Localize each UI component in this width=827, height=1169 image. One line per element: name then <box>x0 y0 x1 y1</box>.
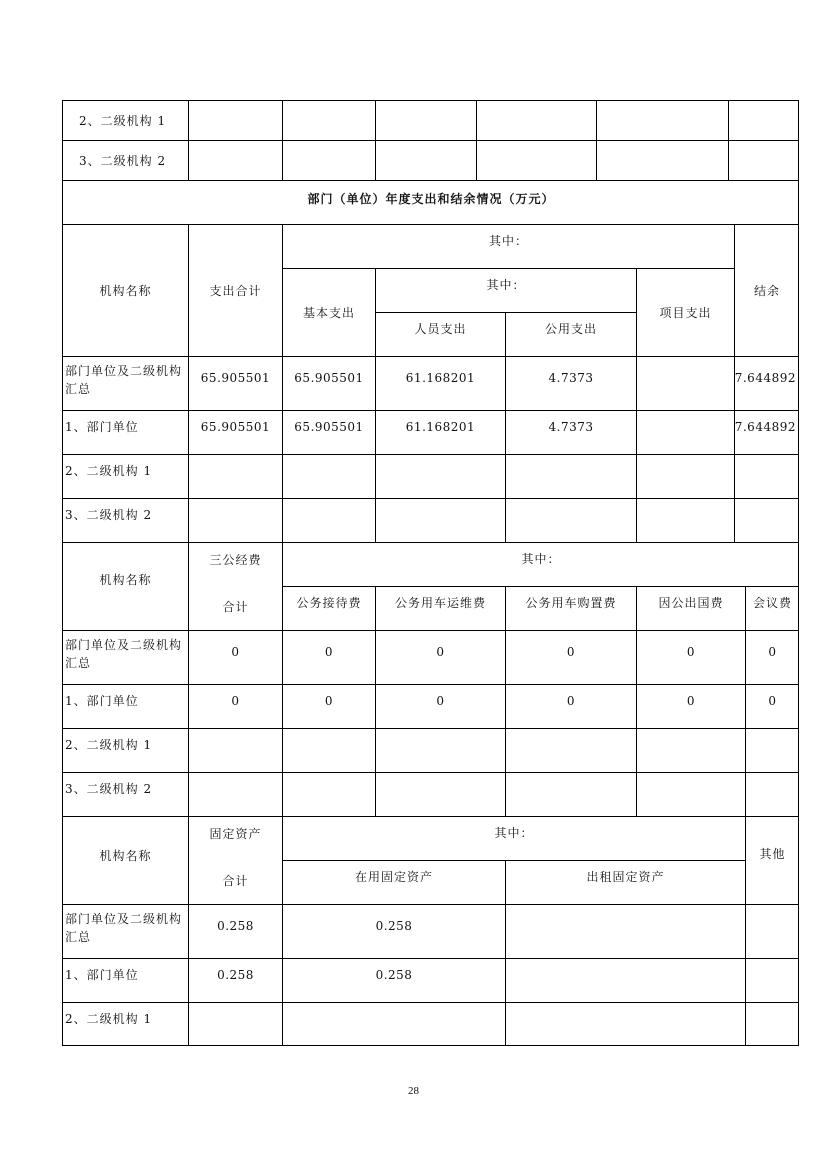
header-fixed-assets-total <box>188 816 282 904</box>
cell-total: 65.905501 <box>188 410 282 454</box>
empty-cell <box>728 100 799 140</box>
empty-cell <box>728 140 799 180</box>
cell-reception <box>282 728 375 772</box>
cell-in-use <box>282 1002 505 1046</box>
empty-cell <box>596 100 728 140</box>
row-label: 3、二级机构 2 <box>62 498 188 542</box>
cell-vehicle-operation <box>375 728 505 772</box>
cell-surplus <box>734 498 799 542</box>
cell-surplus: 7.644892 <box>734 356 799 410</box>
cell-vehicle-operation: 0 <box>375 630 505 684</box>
cell-public <box>505 454 636 498</box>
cell-vehicle-purchase <box>505 772 636 816</box>
header-among: 其中： <box>282 224 734 268</box>
header-reception: 公务接待费 <box>282 586 375 630</box>
cell-abroad <box>636 772 745 816</box>
cell-meeting <box>745 772 799 816</box>
page-number: 28 <box>408 1085 419 1097</box>
header-org-name: 机构名称 <box>62 816 188 904</box>
cell-reception: 0 <box>282 630 375 684</box>
cell-basic: 65.905501 <box>282 356 375 410</box>
cell-personnel: 61.168201 <box>375 410 505 454</box>
cell-project <box>636 498 734 542</box>
cell-in-use: 0.258 <box>282 958 505 1002</box>
cell-total: 65.905501 <box>188 356 282 410</box>
row-label: 2、二级机构 1 <box>62 1002 188 1046</box>
header-abroad: 因公出国费 <box>636 586 745 630</box>
empty-cell <box>188 140 282 180</box>
cell-total: 0.258 <box>188 958 282 1002</box>
cell-reception: 0 <box>282 684 375 728</box>
header-vehicle-operation: 公务用车运维费 <box>375 586 505 630</box>
row-label: 2、二级机构 1 <box>62 454 188 498</box>
cell-total <box>188 728 282 772</box>
cell-in-use: 0.258 <box>282 904 505 958</box>
cell-reception <box>282 772 375 816</box>
cell-total <box>188 1002 282 1046</box>
cell-project <box>636 454 734 498</box>
header-personnel-expenditure: 人员支出 <box>375 312 505 356</box>
cell-surplus: 7.644892 <box>734 410 799 454</box>
header-three-public-line2: 合计 <box>222 600 249 614</box>
cell-vehicle-purchase: 0 <box>505 684 636 728</box>
cell-meeting <box>745 728 799 772</box>
header-three-public-total <box>188 542 282 630</box>
header-three-public-line1: 三公经费 <box>209 553 262 567</box>
header-among-basic: 其中： <box>375 268 636 312</box>
header-fixed-assets-line1: 固定资产 <box>209 827 262 841</box>
empty-cell <box>375 100 476 140</box>
cell-public: 4.7373 <box>505 410 636 454</box>
header-total-expenditure: 支出合计 <box>188 224 282 356</box>
header-in-use-assets: 在用固定资产 <box>282 860 505 904</box>
cell-abroad: 0 <box>636 630 745 684</box>
cell-personnel: 61.168201 <box>375 356 505 410</box>
cell-rented <box>505 904 745 958</box>
empty-cell <box>282 140 375 180</box>
cell-vehicle-operation <box>375 772 505 816</box>
cell-total: 0.258 <box>188 904 282 958</box>
row-label: 1、部门单位 <box>62 410 188 454</box>
header-vehicle-purchase: 公务用车购置费 <box>505 586 636 630</box>
row-label: 2、二级机构 1 <box>62 728 188 772</box>
header-among: 其中： <box>282 542 799 586</box>
header-meeting: 会议费 <box>745 586 799 630</box>
empty-cell <box>282 100 375 140</box>
row-label: 部门单位及二级机构汇总 <box>62 904 188 958</box>
row-label: 1、部门单位 <box>62 684 188 728</box>
cell-other <box>745 958 799 1002</box>
empty-cell <box>476 140 596 180</box>
section-title: 部门（单位）年度支出和结余情况（万元） <box>62 180 799 224</box>
cell-public: 4.7373 <box>505 356 636 410</box>
header-other: 其他 <box>745 816 799 904</box>
row-label: 2、二级机构 1 <box>62 100 188 140</box>
row-label: 部门单位及二级机构汇总 <box>62 356 188 410</box>
empty-cell <box>188 100 282 140</box>
row-label: 3、二级机构 2 <box>62 772 188 816</box>
row-label: 部门单位及二级机构汇总 <box>62 630 188 684</box>
cell-rented <box>505 1002 745 1046</box>
empty-cell <box>476 100 596 140</box>
cell-abroad: 0 <box>636 684 745 728</box>
header-fixed-assets-line2: 合计 <box>222 874 249 888</box>
cell-other <box>745 904 799 958</box>
header-org-name: 机构名称 <box>62 224 188 356</box>
header-basic-expenditure: 基本支出 <box>282 268 375 356</box>
cell-project <box>636 410 734 454</box>
row-label: 1、部门单位 <box>62 958 188 1002</box>
cell-other <box>745 1002 799 1046</box>
cell-vehicle-purchase: 0 <box>505 630 636 684</box>
empty-cell <box>596 140 728 180</box>
cell-basic <box>282 454 375 498</box>
cell-total <box>188 498 282 542</box>
cell-vehicle-operation: 0 <box>375 684 505 728</box>
cell-total: 0 <box>188 684 282 728</box>
header-org-name: 机构名称 <box>62 542 188 630</box>
cell-surplus <box>734 454 799 498</box>
cell-abroad <box>636 728 745 772</box>
cell-basic: 65.905501 <box>282 410 375 454</box>
header-among: 其中： <box>282 816 745 860</box>
header-surplus: 结余 <box>734 224 799 356</box>
cell-personnel <box>375 498 505 542</box>
cell-total: 0 <box>188 630 282 684</box>
cell-project <box>636 356 734 410</box>
cell-total <box>188 772 282 816</box>
header-project-expenditure: 项目支出 <box>636 268 734 356</box>
cell-basic <box>282 498 375 542</box>
cell-personnel <box>375 454 505 498</box>
empty-cell <box>375 140 476 180</box>
header-rented-assets: 出租固定资产 <box>505 860 745 904</box>
cell-meeting: 0 <box>745 630 799 684</box>
cell-public <box>505 498 636 542</box>
cell-rented <box>505 958 745 1002</box>
cell-meeting: 0 <box>745 684 799 728</box>
row-label: 3、二级机构 2 <box>62 140 188 180</box>
cell-vehicle-purchase <box>505 728 636 772</box>
header-public-expenditure: 公用支出 <box>505 312 636 356</box>
cell-total <box>188 454 282 498</box>
